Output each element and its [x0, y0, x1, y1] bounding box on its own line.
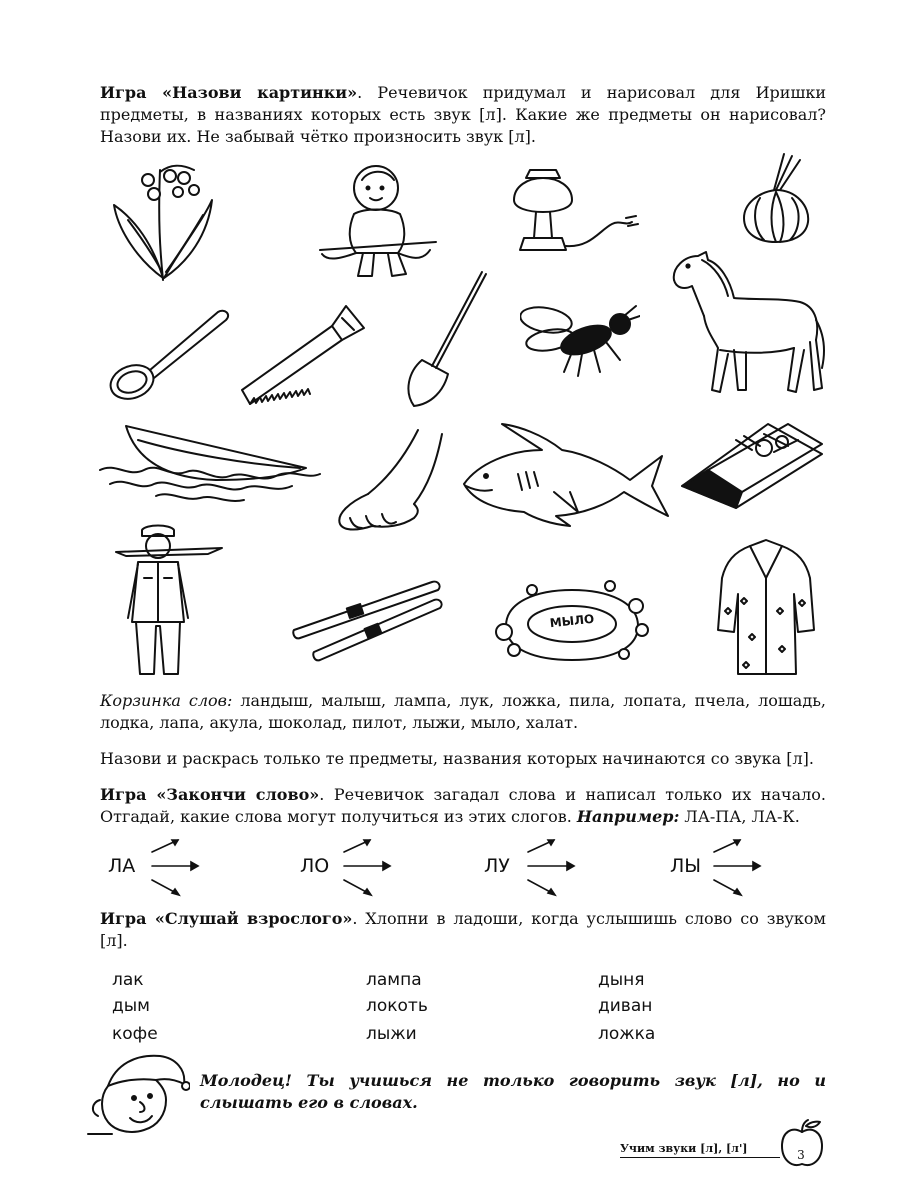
game3-paragraph: [100, 908, 826, 952]
syllable-group: [300, 838, 420, 898]
arrows-icon: [710, 838, 770, 898]
word-item: дыня: [598, 970, 645, 990]
arrows-icon: [524, 838, 584, 898]
syllable: ЛУ: [484, 855, 510, 877]
game1-text: . Речевичок придумал и нарисовал для Иришки предметы, в названиях которых есть звук [л]. Какие же предметы он нарисовал? Назови их. Не забывай чётко произносить звук [л].: [100, 83, 826, 146]
word-item: лыжи: [366, 1024, 417, 1044]
horse-icon: [664, 250, 826, 400]
robe-icon: [716, 538, 816, 678]
game2-example-label: Например:: [576, 807, 680, 826]
word-item: диван: [598, 996, 653, 1016]
spoon-icon: [106, 306, 234, 406]
shark-icon: [458, 420, 670, 530]
word-item: ложка: [598, 1024, 656, 1044]
baby-icon: [318, 158, 438, 283]
word-item: кофе: [112, 1024, 158, 1044]
gnome-mascot-icon: [86, 1050, 190, 1136]
shovel-icon: [400, 268, 490, 410]
coloring-instruction: Назови и раскрась только те предметы, названия которых начинаются со звука [л].: [100, 749, 814, 768]
syllable: ЛО: [300, 855, 330, 877]
game2-example: ЛА-ПА, ЛА-К.: [679, 807, 800, 826]
game2-title: Игра «Закончи слово»: [100, 785, 320, 804]
game2-text: . Речевичок загадал слова и написал только их начало. Отгадай, какие слова могут получиться из этих слогов.: [100, 785, 826, 826]
bee-icon: [520, 296, 640, 380]
game3-title: Игра «Слушай взрослого»: [100, 909, 353, 928]
paw-icon: [332, 428, 450, 534]
game3-text: . Хлопни в ладоши, когда услышишь слово со звуком [л].: [100, 909, 826, 950]
word-item: локоть: [366, 996, 428, 1016]
syllable-group: [484, 838, 604, 898]
chocolate-icon: [678, 420, 826, 510]
word-item: лампа: [366, 970, 422, 990]
arrows-icon: [340, 838, 400, 898]
syllable: ЛЫ: [670, 855, 702, 877]
page-number: 3: [797, 1148, 805, 1162]
word-item: лак: [112, 970, 144, 990]
basket-words: ландыш, малыш, лампа, лук, ложка, пила, лопата, пчела, лошадь, лодка, лапа, акула, шоколад, пилот, лыжи, мыло, халат.: [100, 691, 826, 732]
skis-icon: [292, 580, 446, 664]
word-basket: [100, 690, 826, 734]
apple-icon: [780, 1118, 824, 1170]
syllable-group: [670, 838, 790, 898]
arrows-icon: [148, 838, 208, 898]
praise-text: Молодец! Ты учишься не только говорить звук [л], но и слышать его в словах.: [200, 1071, 826, 1112]
boat-icon: [96, 420, 322, 504]
syllable-group: [108, 838, 228, 898]
onion-icon: [736, 152, 818, 244]
pilot-icon: [112, 522, 226, 682]
game1-title: Игра «Назови картинки»: [100, 83, 358, 102]
saw-icon: [236, 300, 368, 410]
word-item: дым: [112, 996, 151, 1016]
lily-of-the-valley-icon: [108, 150, 216, 285]
basket-label: Корзинка слов:: [100, 691, 233, 710]
soap-label: МЫЛО: [549, 611, 595, 631]
footer-section-title: Учим звуки [л], [л']: [620, 1142, 780, 1158]
game1-paragraph: [100, 82, 826, 148]
soap-icon: [492, 580, 652, 670]
game2-paragraph: [100, 784, 826, 828]
syllable: ЛА: [108, 855, 136, 877]
lamp-icon: [500, 160, 640, 260]
